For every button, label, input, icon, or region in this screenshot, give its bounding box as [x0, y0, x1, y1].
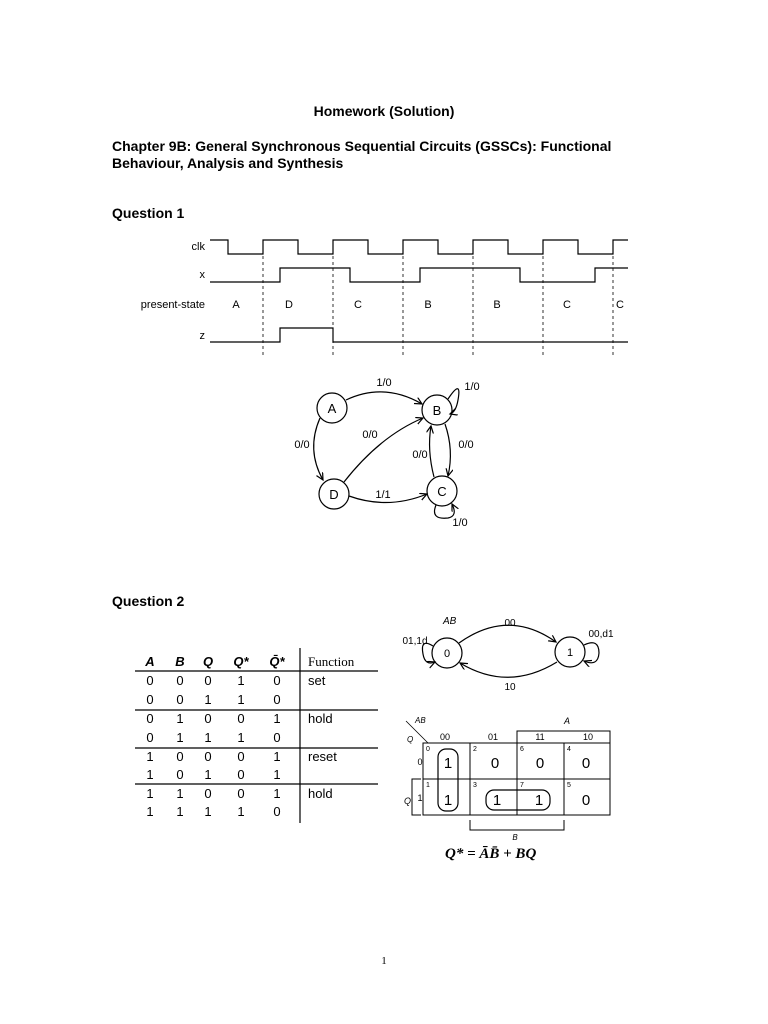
svg-text:0: 0 [273, 730, 281, 745]
signal-label-present-state: present-state [140, 299, 205, 311]
edge-label: 00,d1 [588, 629, 614, 640]
state-label: B [424, 299, 432, 311]
kmap-cell-index: 5 [567, 782, 571, 789]
state-label: A [232, 299, 240, 311]
svg-text:0: 0 [204, 749, 212, 764]
node-label: 0 [443, 648, 451, 660]
chapter-line-2: Behaviour, Analysis and Synthesis [112, 155, 344, 171]
svg-text:0: 0 [146, 673, 154, 688]
page-number: 1 [381, 955, 387, 967]
kmap-cell: 1 [534, 792, 544, 809]
node-label: 1 [566, 647, 574, 659]
edge-c-b [430, 426, 434, 477]
edge-label: 0/0 [294, 439, 310, 451]
svg-text:1: 1 [146, 786, 154, 801]
table-header: A [145, 654, 155, 669]
svg-text:1: 1 [146, 804, 154, 819]
svg-text:reset: reset [308, 749, 337, 764]
svg-text:0: 0 [176, 673, 184, 688]
chapter-heading [112, 138, 682, 172]
table-row [146, 711, 332, 726]
edge-label: 0/0 [362, 429, 378, 441]
edge-1-1 [584, 643, 599, 663]
state-label: C [616, 299, 624, 311]
kmap-row-header: 1 [417, 793, 423, 803]
kmap-cell: 0 [535, 755, 545, 772]
svg-text:1: 1 [146, 749, 154, 764]
edge-label: 1/0 [376, 377, 392, 389]
table-header: Q̄* [269, 654, 285, 669]
edge-label: 1/0 [464, 381, 480, 393]
x-waveform [210, 268, 628, 282]
kmap-col-header: 11 [535, 732, 545, 742]
kmap-row-var: Q [407, 735, 414, 744]
table-header: Function [308, 654, 355, 669]
svg-text:0: 0 [146, 730, 154, 745]
edge-a-d [314, 418, 323, 480]
table-lines [135, 648, 378, 823]
kmap-var-b-bracket [470, 820, 564, 830]
svg-text:0: 0 [237, 786, 245, 801]
question-1-heading: Question 1 [112, 205, 185, 221]
edge-label: 10 [504, 682, 516, 693]
kmap-var-a-bracket [517, 731, 610, 743]
edge-d-b [344, 418, 423, 482]
svg-text:0: 0 [176, 767, 184, 782]
svg-text:1: 1 [204, 804, 212, 819]
state-label: B [493, 299, 501, 311]
svg-text:0: 0 [146, 711, 154, 726]
svg-text:1: 1 [237, 692, 245, 707]
karnaugh-map [398, 712, 620, 842]
state-label: C [563, 299, 571, 311]
state-diagram-q2 [395, 612, 615, 697]
question-2-heading: Question 2 [112, 593, 185, 609]
z-waveform [210, 328, 628, 342]
kmap-col-header: 01 [487, 732, 499, 742]
kmap-cell-index: 3 [473, 782, 477, 789]
signal-label-z: z [199, 330, 205, 342]
svg-text:0: 0 [237, 767, 245, 782]
signal-label-x: x [199, 269, 205, 281]
boolean-equation: Q* = ĀB̄ + BQ [445, 846, 537, 862]
svg-text:0: 0 [204, 786, 212, 801]
edge-label: 0/0 [412, 449, 428, 461]
signal-label-clk: clk [191, 241, 205, 253]
svg-text:1: 1 [273, 749, 281, 764]
svg-text:1: 1 [176, 786, 184, 801]
node-label: C [437, 484, 447, 499]
kmap-row-header: 0 [417, 757, 423, 767]
edge-label: 1/0 [452, 517, 468, 529]
svg-text:1: 1 [273, 711, 281, 726]
svg-text:1: 1 [176, 711, 184, 726]
node-label: A [327, 401, 337, 416]
kmap-cell: 1 [492, 792, 502, 809]
svg-text:1: 1 [204, 692, 212, 707]
page-title: Homework (Solution) [313, 103, 455, 119]
kmap-cell: 0 [581, 792, 591, 809]
kmap-cell: 1 [443, 792, 453, 809]
svg-text:set: set [308, 673, 326, 688]
table-header: B [175, 654, 185, 669]
state-diagram-q1 [280, 370, 490, 540]
edge-label: 0/0 [458, 439, 474, 451]
svg-text:0: 0 [237, 749, 245, 764]
svg-text:0: 0 [237, 711, 245, 726]
table-row [146, 673, 325, 688]
svg-text:1: 1 [273, 786, 281, 801]
table-row [146, 786, 332, 801]
node-label: D [329, 487, 339, 502]
edge-label: 1/1 [375, 489, 391, 501]
table-row [146, 749, 337, 764]
input-label: AB [443, 616, 457, 627]
kmap-var-q-label: Q [404, 796, 412, 806]
svg-text:0: 0 [273, 673, 281, 688]
edge-label: 01,1d [402, 636, 428, 647]
svg-text:1: 1 [273, 767, 281, 782]
svg-text:0: 0 [204, 673, 212, 688]
node-label: B [432, 403, 442, 418]
svg-text:1: 1 [237, 673, 245, 688]
svg-text:1: 1 [237, 804, 245, 819]
kmap-cell: 1 [443, 755, 453, 772]
svg-text:1: 1 [204, 767, 212, 782]
svg-text:0: 0 [204, 711, 212, 726]
edge-1-0 [460, 662, 557, 677]
kmap-cell-index: 6 [520, 746, 524, 753]
svg-text:1: 1 [146, 767, 154, 782]
svg-text:1: 1 [176, 804, 184, 819]
svg-text:hold: hold [308, 786, 333, 801]
kmap-cell-index: 2 [473, 746, 477, 753]
kmap-var-a-label: A [564, 716, 571, 726]
svg-text:1: 1 [237, 730, 245, 745]
kmap-var-b-label: B [512, 833, 518, 842]
svg-text:0: 0 [176, 749, 184, 764]
kmap-cell: 0 [490, 755, 500, 772]
svg-text:hold: hold [308, 711, 333, 726]
table-row [146, 804, 280, 819]
svg-text:0: 0 [273, 804, 281, 819]
svg-text:0: 0 [273, 692, 281, 707]
edge-b-c [445, 424, 450, 476]
svg-text:1: 1 [204, 730, 212, 745]
kmap-col-header: 10 [582, 732, 594, 742]
table-header: Q* [233, 654, 249, 669]
kmap-cell: 0 [581, 755, 591, 772]
edge-label: 00 [504, 618, 516, 629]
table-row [146, 730, 280, 745]
chapter-line-1: Chapter 9B: General Synchronous Sequential Circuits (GSSCs): Functional [112, 138, 612, 154]
kmap-cell-index: 0 [426, 746, 430, 753]
svg-text:1: 1 [176, 730, 184, 745]
state-label: D [285, 299, 293, 311]
kmap-cell-index: 1 [426, 782, 430, 789]
truth-table [130, 648, 380, 828]
table-row [146, 692, 280, 707]
clk-waveform [210, 240, 628, 254]
state-label: C [354, 299, 362, 311]
edge-a-b [346, 392, 422, 404]
kmap-cell-index: 4 [567, 746, 571, 753]
svg-text:0: 0 [176, 692, 184, 707]
sampling-lines [263, 256, 613, 358]
timing-diagram [0, 230, 768, 365]
table-row [146, 767, 280, 782]
svg-text:0: 0 [146, 692, 154, 707]
kmap-corner-label: AB [415, 716, 426, 725]
kmap-cell-index: 7 [520, 782, 524, 789]
kmap-col-header: 00 [439, 732, 451, 742]
table-header: Q [202, 654, 214, 669]
